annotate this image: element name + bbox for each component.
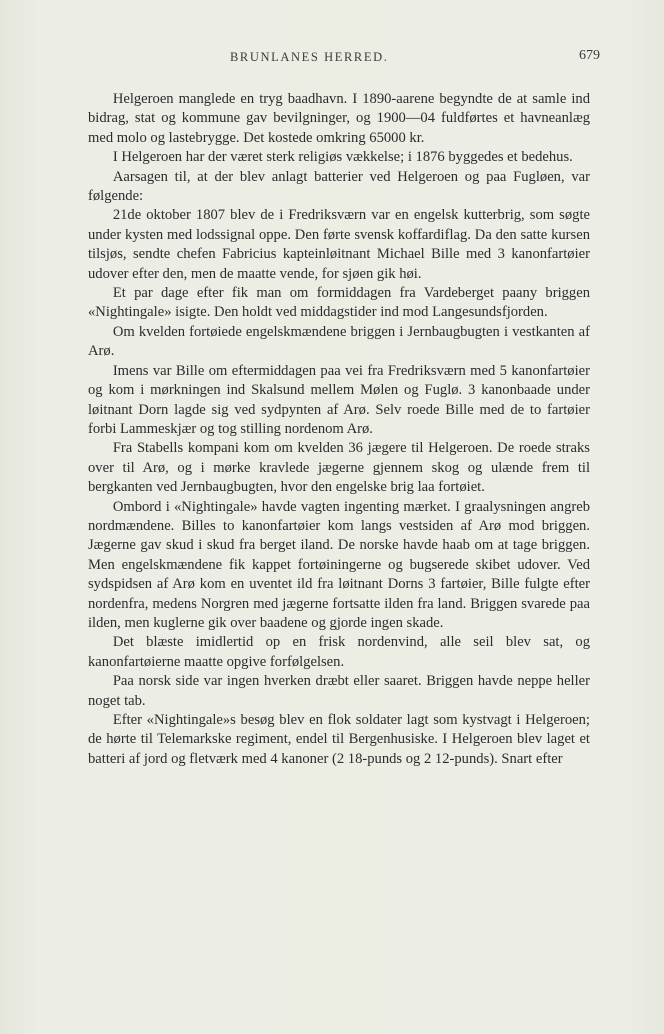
paragraph: 21de oktober 1807 blev de i Fredriksværn var en engelsk kutterbrig, som søgte under kysten med lodssignal oppe. Den førte svensk koffardiflag. Da den satte kursen tilsjøs, sendte chefen Fabricius kapteinløitnant Michael Bille med 3 kanonfartøier udover efter den, men de maatte vende, for sjøen gik høi. xyxy=(88,207,590,282)
paragraph: Imens var Bille om eftermiddagen paa vei fra Fredriksværn med 5 kanonfartøier og kom i mørkningen ind Skalsund mellem Mølen og Fuglø. 3 kanonbaade under løitnant Dorn lagde sig ved sydpynten af Arø. Selv roede Bille med de to fartøier forbi Lammeskjær og tog stilling nordenom Arø. xyxy=(88,362,590,437)
paragraph: Aarsagen til, at der blev anlagt batterier ved Helgeroen og paa Fugløen, var følgende: xyxy=(88,168,590,205)
paragraph: Det blæste imidlertid op en frisk nordenvind, alle seil blev sat, og kanonfartøierne maatte opgive forfølgelsen. xyxy=(88,634,590,670)
page-number: 679 xyxy=(579,48,600,63)
paragraph: Paa norsk side var ingen hverken dræbt eller saaret. Briggen havde neppe heller noget tab. xyxy=(88,673,590,709)
paragraph: I Helgeroen har der været sterk religiøs vækkelse; i 1876 byggedes et bedehus. xyxy=(112,149,573,166)
paragraph: Om kvelden fortøiede engelskmændene briggen i Jernbaugbugten i vestkanten af Arø. xyxy=(88,323,590,360)
running-title: BRUNLANES HERRED. xyxy=(230,50,389,64)
paragraph: Et par dage efter fik man om formiddagen fra Vardeberget paany briggen «Nightingale» isigte. Den holdt ved middagstider ind mod Langesundsfjorden. xyxy=(88,285,590,321)
paragraph: Fra Stabells kompani kom om kvelden 36 jægere til Helgeroen. De roede straks over til Arø, og i mørke kravlede jægerne gjennem skog og ulænde frem til bergkanten ved Jernbaugbugten, hvor den engelske brig laa fortøiet. xyxy=(88,440,590,496)
paragraph: Ombord i «Nightingale» havde vagten ingenting mærket. I graalysningen angreb nordmændene. Billes to kanonfartøier kom langs vestsiden af Arø mod briggen. Jægerne gav skud i skud fra berget iland. De norske havde haab om at tage briggen. Men engelskmændene fik kappet fortøiningerne og bugserede skibet udover. Ved sydspidsen af Arø kom en uventet ild fra løitnant Dorns 3 fartøier, Bille fulgte efter nordenfra, medens Norgren med jægerne fortsatte ilden fra land. Briggen svarede paa ilden, men kuglerne gik over baadene og gjorde ingen skade. xyxy=(88,498,590,631)
paragraph: Efter «Nightingale»s besøg blev en flok soldater lagt som kystvagt i Helgeroen; de hørte til Telemarkske regiment, endel til Bergenhusiske. I Helgeroen blev laget et batteri af jord og fletværk med 4 kanoner (2 18-punds og 2 12-punds). Snart efter xyxy=(88,712,590,767)
page-header xyxy=(88,50,600,70)
paragraph: Helgeroen manglede en tryg baadhavn. I 1890-aarene begyndte de at samle ind bidrag, stat og kommune gav bevilgninger, og 1900—04 fuldførtes et havneanlæg med molo og lastebrygge. Det kostede omkring 65000 kr. xyxy=(88,91,590,146)
body-text xyxy=(88,90,590,769)
